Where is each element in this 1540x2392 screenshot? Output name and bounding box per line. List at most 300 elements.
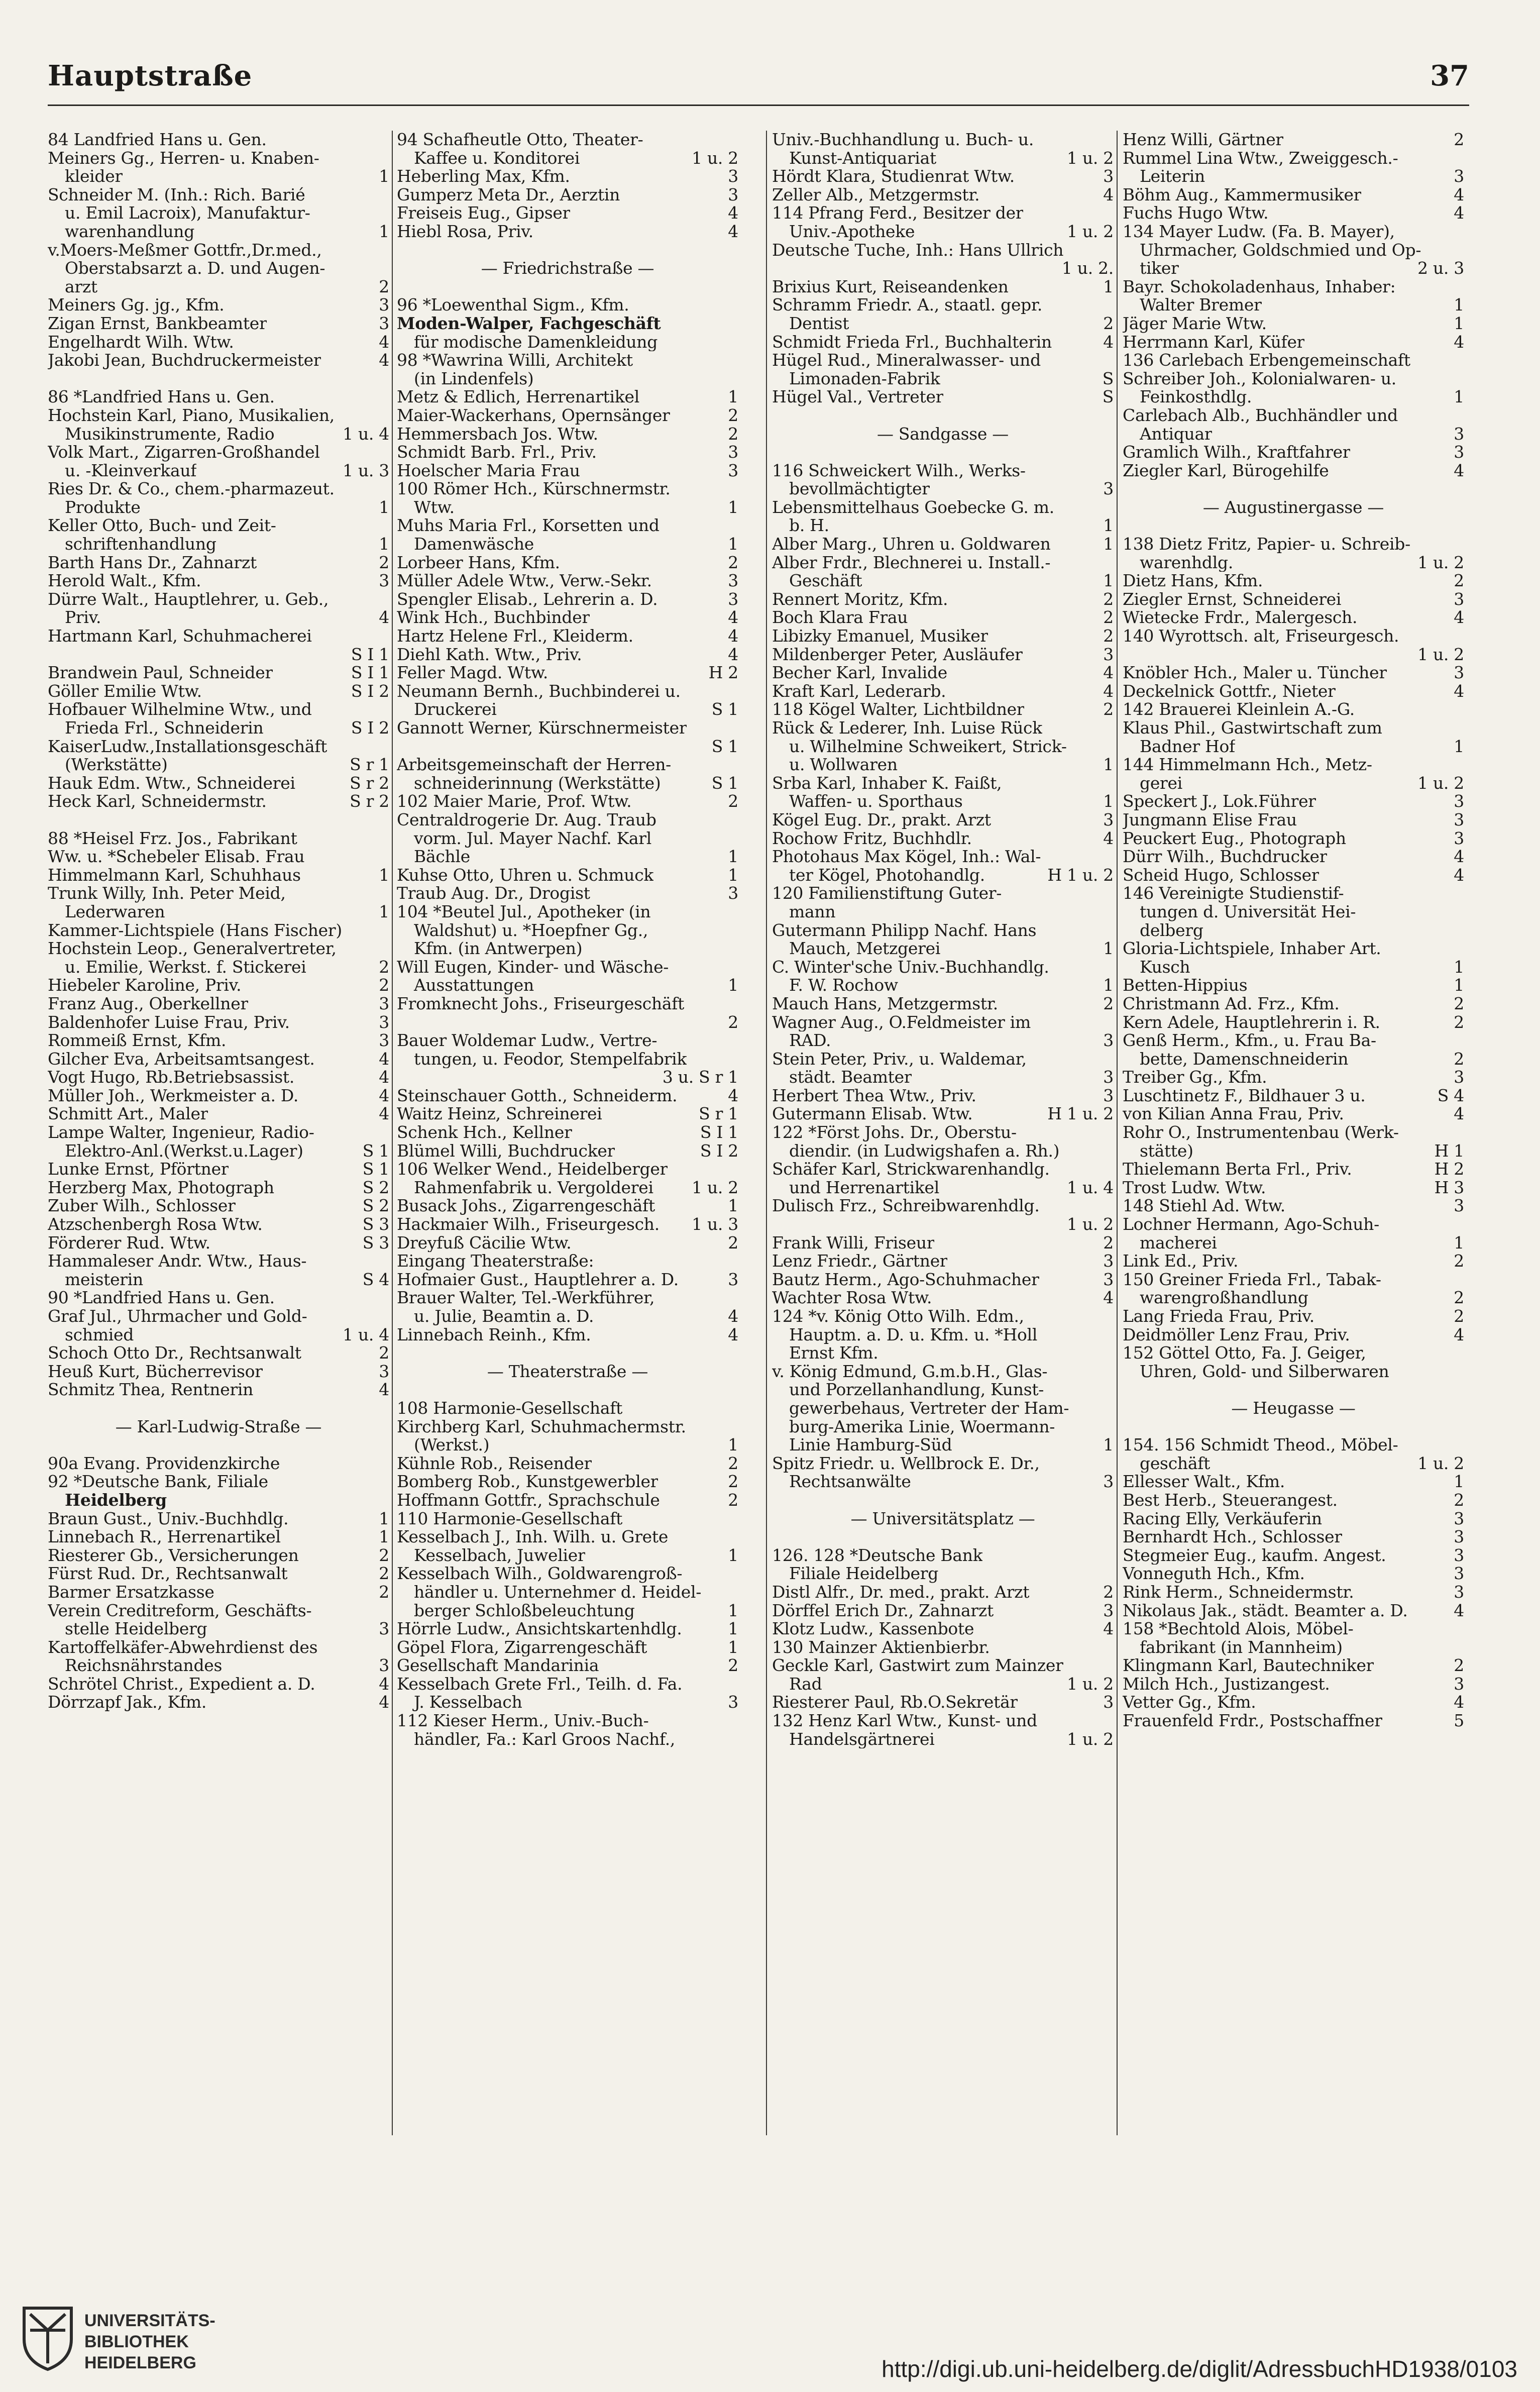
floor-ref: 1 u. 2 [1067,1215,1114,1234]
floor-ref: 3 [379,314,389,333]
floor-ref [1110,1528,1114,1546]
directory-line [1123,1436,1464,1454]
directory-line [772,719,1114,738]
directory-line [772,351,1114,370]
entry-text: Dentist [789,314,849,333]
directory-line [48,1197,389,1215]
directory-line [48,1271,389,1289]
directory-line [772,1289,1114,1307]
floor-ref [1460,241,1464,260]
directory-line [397,719,738,738]
floor-ref [385,370,389,388]
floor-ref [1110,241,1114,260]
directory-line [1123,1491,1464,1510]
directory-line [397,1583,738,1602]
entry-text: Rück & Lederer, Inh. Luise Rück [772,719,1042,738]
directory-line [397,1271,738,1289]
floor-ref: 1 u. 2 [1067,222,1114,241]
floor-ref: 1 [728,976,738,995]
directory-line [1123,1087,1464,1105]
entry-text: 84 Landfried Hans u. Gen. [48,131,267,149]
floor-ref: 4 [1103,829,1114,848]
floor-ref: S I 1 [351,645,389,664]
floor-ref [1110,554,1114,572]
directory-line [1123,554,1464,572]
directory-line [48,296,389,315]
entry-text: Müller Joh., Werkmeister a. D. [48,1086,299,1105]
floor-ref: 4 [1454,333,1464,352]
entry-text: Herrmann Karl, Küfer [1123,333,1305,352]
floor-ref: 1 u. 2 [1067,149,1114,168]
directory-line [772,1197,1114,1215]
entry-text: Libizky Emanuel, Musiker [772,627,988,646]
floor-ref: 1 u. 3 [692,1215,738,1234]
floor-ref: 3 [728,1693,738,1712]
floor-ref [734,829,738,848]
directory-line [772,608,1114,627]
entry-text: Geschäft [789,572,862,590]
directory-line [48,516,389,535]
floor-ref: 3 [1454,1528,1464,1546]
directory-line [1123,462,1464,480]
directory-line [1123,1344,1464,1363]
entry-text: 146 Vereinigte Studienstif- [1123,884,1344,903]
floor-ref [1110,1123,1114,1142]
floor-ref [385,241,389,260]
directory-line [772,866,1114,885]
floor-ref: 2 [728,1233,738,1253]
floor-ref: 4 [1103,333,1114,352]
floor-ref: 2 [1103,700,1114,719]
directory-line [772,1381,1114,1399]
entry-text: Wtw. [414,498,455,517]
directory-line [397,480,738,498]
floor-ref: 1 [728,848,738,866]
entry-text: Förderer Rud. Wtw. [48,1233,210,1253]
directory-line [48,259,389,278]
floor-ref: 4 [1454,1105,1464,1124]
directory-line [397,333,738,352]
directory-line [1123,921,1464,940]
floor-ref [385,921,389,940]
floor-ref [734,903,738,921]
entry-text: Kühnle Rob., Reisender [397,1454,592,1473]
entry-text: Eingang Theaterstraße: [397,1252,594,1271]
entry-text: Musikinstrumente, Radio [65,425,275,444]
directory-line [1123,333,1464,352]
floor-ref [1460,516,1464,535]
floor-ref: 3 [1454,167,1464,186]
floor-ref [385,1491,389,1510]
floor-ref: 4 [728,204,738,223]
entry-text: 112 Kieser Herm., Univ.-Buch- [397,1712,649,1730]
directory-line [48,1528,389,1546]
directory-line [397,516,738,535]
floor-ref [1460,149,1464,168]
entry-text: Betten-Hippius [1123,976,1248,995]
entry-text: Dürre Walt., Hauptlehrer, u. Geb., [48,590,329,609]
directory-line [772,1215,1114,1234]
directory-line [1123,1215,1464,1234]
entry-text: stätte) [1140,1141,1193,1161]
floor-ref [385,259,389,278]
entry-text: kleider [65,167,123,186]
entry-text: Photohaus Max Kögel, Inh.: Wal- [772,848,1041,866]
source-url[interactable]: http://digi.ub.uni-heidelberg.de/diglit/AdressbuchHD1938/0103 [882,2356,1517,2382]
directory-line [1123,958,1464,977]
entry-text: Univ.-Buchhandlung u. Buch- u. [772,131,1034,149]
entry-text: 98 *Wawrina Willi, Architekt [397,351,633,370]
entry-text: Traub Aug. Dr., Drogist [397,884,590,903]
floor-ref: 1 [379,167,389,186]
directory-line [772,388,1114,406]
directory-line [48,1307,389,1326]
floor-ref: 4 [728,1325,738,1344]
entry-text: tungen, u. Feodor, Stempelfabrik [414,1050,687,1069]
entry-text: Hofbauer Wilhelmine Wtw., und [48,700,312,719]
entry-text: Dulisch Frz., Schreibwarenhdlg. [772,1197,1040,1216]
directory-line [48,1638,389,1657]
directory-line [772,1142,1114,1161]
entry-text: Antiquar [1140,425,1213,444]
floor-ref: 3 [1103,1068,1114,1087]
directory-line [48,1583,389,1602]
entry-text: Druckerei [414,700,497,719]
entry-text: Schrötel Christ., Expedient a. D. [48,1675,315,1694]
directory-line [1123,278,1464,296]
floor-ref: 2 [1103,1583,1114,1602]
entry-text: Rechtsanwälte [789,1473,911,1491]
directory-line [772,1436,1114,1454]
floor-ref: 4 [728,1086,738,1105]
directory-line [772,1528,1114,1546]
floor-ref: 3 [1103,645,1114,664]
floor-ref [734,1399,738,1418]
directory-line [48,590,389,609]
floor-ref [734,958,738,977]
directory-line [397,296,738,315]
floor-ref: 3 [379,1362,389,1381]
floor-ref [1110,131,1114,149]
entry-text: Gloria-Lichtspiele, Inhaber Art. [1123,940,1381,958]
floor-ref [1460,278,1464,296]
directory-line [48,976,389,995]
entry-text: v.Moers-Meßmer Gottfr.,Dr.med., [48,241,322,260]
entry-text: Stegmeier Eug., kaufm. Angest. [1123,1546,1386,1565]
directory-line [48,1344,389,1363]
entry-text: Will Eugen, Kinder- und Wäsche- [397,958,669,977]
entry-text: Distl Alfr., Dr. med., prakt. Arzt [772,1583,1030,1602]
floor-ref: 1 u. 2 [1417,553,1464,572]
floor-ref: 4 [728,627,738,646]
directory-line [48,480,389,498]
entry-text: Herold Walt., Kfm. [48,572,201,590]
entry-text: Srba Karl, Inhaber K. Faißt, [772,774,1002,793]
floor-ref [1110,351,1114,370]
floor-ref: 1 [379,498,389,517]
directory-line [48,995,389,1013]
entry-text: Dreyfuß Cäcilie Wtw. [397,1233,572,1253]
entry-text: 136 Carlebach Erbengemeinschaft [1123,351,1410,370]
directory-line [397,1326,738,1344]
directory-line [772,1546,1114,1565]
entry-text: Himmelmann Karl, Schuhhaus [48,866,301,885]
entry-text: Gramlich Wilh., Kraftfahrer [1123,443,1351,462]
floor-ref: 1 [1103,940,1114,958]
entry-text: 104 *Beutel Jul., Apotheker (in [397,902,651,921]
directory-line [1123,1105,1464,1123]
entry-text: Trost Ludw. Wtw. [1123,1178,1266,1197]
floor-ref [385,204,389,223]
floor-ref [385,1307,389,1326]
entry-text: Riesterer Paul, Rb.O.Sekretär [772,1693,1018,1712]
floor-ref: H 1 [1434,1141,1464,1161]
entry-text: geschäft [1140,1454,1211,1473]
directory-line [48,1693,389,1712]
directory-line [772,738,1114,756]
library-name-line2: BIBLIOTHEK [84,2332,189,2351]
floor-ref: 1 [1454,388,1464,406]
floor-ref: 3 [728,572,738,590]
entry-text: händler u. Unternehmer d. Heidel- [414,1583,702,1602]
entry-text: 134 Mayer Ludw. (Fa. B. Mayer), [1123,222,1395,241]
floor-ref [385,516,389,535]
directory-line [1123,388,1464,406]
directory-line [772,1105,1114,1123]
directory-line [397,388,738,406]
directory-line [48,1013,389,1032]
directory-line [1123,608,1464,627]
floor-ref: 3 [1454,1583,1464,1602]
directory-line [397,608,738,627]
directory-line [397,921,738,940]
floor-ref: 1 [1103,756,1114,774]
entry-text: 110 Harmonie-Gesellschaft [397,1509,623,1528]
directory-line [48,167,389,186]
entry-text: für modische Damenkleidung [414,333,658,352]
entry-text: J. Kesselbach [414,1693,522,1712]
floor-ref: 1 [1454,314,1464,333]
street-heading [48,1418,389,1436]
entry-text: Carlebach Alb., Buchhändler und [1123,406,1398,425]
floor-ref [1460,1638,1464,1657]
entry-text: Lebensmittelhaus Goebecke G. m. [772,498,1054,517]
floor-ref: S [1102,369,1114,388]
directory-line [48,1142,389,1161]
directory-line [772,443,1114,462]
floor-ref [1110,1050,1114,1069]
floor-ref: 2 [728,425,738,444]
floor-ref: S r 2 [350,774,389,793]
floor-ref: 1 [379,535,389,554]
directory-line [1123,1234,1464,1253]
floor-ref: 4 [1454,608,1464,628]
directory-line [772,1271,1114,1289]
entry-text: 90a Evang. Providenzkirche [48,1454,280,1473]
directory-line [1123,1050,1464,1069]
entry-text: schriftenhandlung [65,535,216,554]
directory-line [1123,131,1464,149]
directory-line [48,223,389,241]
directory-line [1123,516,1464,535]
directory-line [772,884,1114,903]
library-logo[interactable] [20,2301,281,2376]
entry-text: — Heugasse — [1231,1399,1356,1418]
entry-text: 92 *Deutsche Bank, Filiale [48,1473,268,1491]
floor-ref: H 2 [708,664,738,682]
directory-line [1123,1160,1464,1179]
directory-line [397,811,738,829]
directory-line [397,149,738,168]
entry-text: 108 Harmonie-Gesellschaft [397,1399,623,1418]
directory-line [397,995,738,1013]
directory-line [48,1215,389,1234]
entry-text: Jakobi Jean, Buchdruckermeister [48,351,321,370]
entry-text: Deidmöller Lenz Frau, Priv. [1123,1325,1350,1344]
floor-ref [1110,921,1114,940]
floor-ref: 1 u. 3 [343,461,389,480]
directory-line [48,1602,389,1620]
directory-line [772,1087,1114,1105]
entry-text: 106 Welker Wend., Heidelberger [397,1160,668,1179]
floor-ref [385,480,389,498]
directory-line [1123,1179,1464,1197]
directory-line [772,1031,1114,1050]
entry-text: Baldenhofer Luise Frau, Priv. [48,1013,290,1032]
directory-line [48,278,389,296]
entry-text: Leiterin [1140,167,1205,186]
directory-line [48,1326,389,1344]
directory-line [1123,1363,1464,1381]
directory-line [1123,296,1464,315]
directory-line [48,1675,389,1694]
directory-line [1123,1510,1464,1528]
floor-ref: 1 [379,222,389,241]
floor-ref: 4 [728,222,738,241]
floor-ref: 1 u. 4 [1067,1178,1114,1197]
floor-ref: 3 [1454,443,1464,462]
directory-line [1123,1620,1464,1638]
floor-ref [734,1252,738,1271]
directory-line [1123,1638,1464,1657]
floor-ref: 2 [379,553,389,572]
entry-text: Ries Dr. & Co., chem.-pharmazeut. [48,480,335,498]
directory-line [397,1087,738,1105]
entry-text: ter Kögel, Photohandlg. [789,866,985,885]
floor-ref: 1 [1454,958,1464,977]
directory-line [48,682,389,701]
floor-ref: 4 [379,1675,389,1694]
directory-line [48,370,389,388]
floor-ref: S r 1 [350,756,389,774]
entry-text: Luschtinetz F., Bildhauer 3 u. [1123,1086,1366,1105]
entry-text: Braun Gust., Univ.-Buchhdlg. [48,1509,289,1528]
directory-line [772,1307,1114,1326]
entry-text: Jäger Marie Wtw. [1123,314,1267,333]
entry-text: Kraft Karl, Lederarb. [772,682,946,701]
floor-ref [1110,1344,1114,1363]
floor-ref: 2 [379,1583,389,1602]
floor-ref: 1 [1103,277,1114,296]
street-heading [1123,498,1464,517]
entry-text: Heuß Kurt, Bücherrevisor [48,1362,263,1381]
directory-line [48,186,389,204]
directory-line [397,1712,738,1730]
directory-line [397,958,738,977]
entry-text: Gutermann Elisab. Wtw. [772,1105,973,1124]
directory-line [48,351,389,370]
entry-text: Atzschenbergh Rosa Wtw. [48,1215,263,1234]
floor-ref [385,940,389,958]
entry-text: Lorbeer Hans, Kfm. [397,553,560,572]
floor-ref [734,756,738,774]
entry-text: u. Wollwaren [789,756,898,774]
entry-text: Linie Hamburg-Süd [789,1436,952,1454]
directory-line [397,462,738,480]
floor-ref [1110,1656,1114,1675]
directory-line [772,204,1114,223]
floor-ref: 1 [728,1620,738,1638]
entry-text: Waldshut) u. *Hoepfner Gg., [414,921,648,940]
entry-text: Kunst-Antiquariat [789,149,936,168]
column-divider [392,131,393,2135]
directory-line [1123,1565,1464,1583]
directory-line [772,406,1114,425]
directory-line [397,774,738,793]
directory-line [397,1197,738,1215]
directory-line [1123,204,1464,223]
directory-line [397,682,738,701]
directory-line [48,1399,389,1418]
floor-ref [734,278,738,296]
directory-line [397,903,738,921]
entry-text: Vetter Gg., Kfm. [1123,1693,1256,1712]
directory-line [772,535,1114,554]
entry-text: Alber Marg., Uhren u. Goldwaren [772,535,1051,554]
entry-text: Klaus Phil., Gastwirtschaft zum [1123,719,1382,738]
directory-line [1123,903,1464,921]
floor-ref [1460,1363,1464,1381]
directory-line [397,1031,738,1050]
entry-text: Rochow Fritz, Buchhdlr. [772,829,972,848]
floor-ref: 2 [379,1565,389,1583]
entry-text: Herzberg Max, Photograph [48,1178,274,1197]
floor-ref: 4 [379,1693,389,1712]
entry-text: Arbeitsgemeinschaft der Herren- [397,756,672,774]
floor-ref: 3 [379,1656,389,1675]
directory-line [772,829,1114,848]
entry-text: Limonaden-Fabrik [789,369,940,388]
entry-text: 100 Römer Hch., Kürschnermstr. [397,480,671,498]
floor-ref: 4 [379,1068,389,1087]
floor-ref: 2 u. 3 [1417,259,1464,278]
entry-text: Speckert J., Lok.Führer [1123,792,1316,811]
floor-ref: H 2 [1434,1160,1464,1179]
entry-text: bevollmächtigter [789,480,930,498]
entry-text: Deutsche Tuche, Inh.: Hans Ullrich [772,241,1064,260]
directory-line [397,884,738,903]
directory-line [397,1105,738,1123]
floor-ref: 1 [728,535,738,554]
directory-line [48,811,389,829]
entry-text: und Herrenartikel [789,1178,940,1197]
street-heading [772,425,1114,444]
entry-text: stelle Heidelberg [65,1620,207,1638]
entry-text: burg-Amerika Linie, Woermann- [789,1417,1055,1436]
entry-text: Kaffee u. Konditorei [414,149,580,168]
entry-text: Dörffel Erich Dr., Zahnarzt [772,1601,994,1620]
floor-ref: 1 [379,902,389,921]
